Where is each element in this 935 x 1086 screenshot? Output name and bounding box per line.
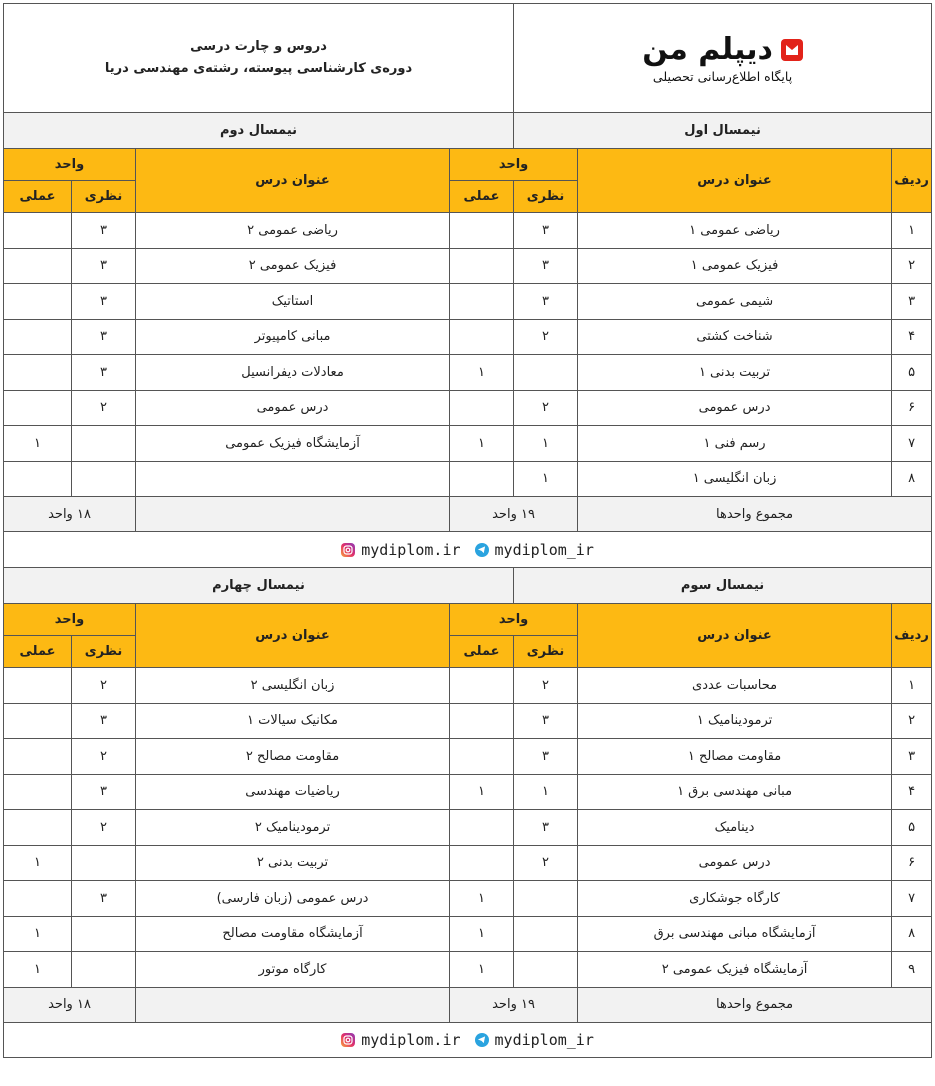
table-row bbox=[4, 426, 932, 462]
theory-units: ۳ bbox=[72, 284, 136, 320]
table-row bbox=[4, 390, 932, 426]
theory-units: ۱ bbox=[514, 461, 578, 497]
theory-units bbox=[514, 355, 578, 391]
total-units-left: ۱۸ واحد bbox=[4, 497, 136, 532]
theory-units: ۲ bbox=[514, 845, 578, 881]
row-index: ۶ bbox=[892, 845, 932, 881]
course-title: تربیت بدنی ۲ bbox=[136, 845, 450, 881]
table-row bbox=[4, 213, 932, 249]
practical-units bbox=[4, 668, 72, 704]
semester-title-right: نیمسال اول bbox=[514, 113, 932, 149]
theory-units: ۳ bbox=[514, 703, 578, 739]
title-cell bbox=[4, 4, 514, 113]
table-row bbox=[4, 916, 932, 952]
table-row bbox=[4, 845, 932, 881]
practical-units bbox=[4, 881, 72, 917]
row-index: ۵ bbox=[892, 810, 932, 846]
col-row-header: ردیف bbox=[892, 149, 932, 213]
row-index: ۱ bbox=[892, 213, 932, 249]
logo-text: دیپلم من bbox=[642, 31, 773, 67]
course-title: آزمایشگاه فیزیک عمومی bbox=[136, 426, 450, 462]
curriculum-table bbox=[3, 3, 932, 1058]
row-index: ۳ bbox=[892, 284, 932, 320]
table-row bbox=[4, 952, 932, 988]
practical-units bbox=[4, 248, 72, 284]
practical-units bbox=[450, 213, 514, 249]
course-title: مبانی مهندسی برق ۱ bbox=[578, 774, 892, 810]
course-title: رسم فنی ۱ bbox=[578, 426, 892, 462]
theory-units: ۳ bbox=[72, 774, 136, 810]
course-title: مقاومت مصالح ۲ bbox=[136, 739, 450, 775]
course-title: معادلات دیفرانسیل bbox=[136, 355, 450, 391]
theory-units: ۳ bbox=[72, 703, 136, 739]
course-title: مبانی کامپیوتر bbox=[136, 319, 450, 355]
telegram-icon bbox=[475, 543, 489, 557]
row-index: ۲ bbox=[892, 703, 932, 739]
table-row bbox=[4, 284, 932, 320]
row-index: ۴ bbox=[892, 319, 932, 355]
practical-units: ۱ bbox=[450, 426, 514, 462]
col-unit-header: واحد bbox=[450, 604, 578, 636]
theory-units bbox=[72, 426, 136, 462]
table-row bbox=[4, 881, 932, 917]
theory-units bbox=[72, 845, 136, 881]
theory-units: ۲ bbox=[72, 390, 136, 426]
practical-units: ۱ bbox=[450, 355, 514, 391]
total-units-label: مجموع واحدها bbox=[578, 497, 932, 532]
col-unit-header: واحد bbox=[4, 604, 136, 636]
course-title: تربیت بدنی ۱ bbox=[578, 355, 892, 391]
practical-units bbox=[450, 284, 514, 320]
course-title: مکانیک سیالات ۱ bbox=[136, 703, 450, 739]
course-title: درس عمومی bbox=[578, 390, 892, 426]
practical-units bbox=[4, 284, 72, 320]
table-row bbox=[4, 355, 932, 391]
page-title: دروس و چارت درسی bbox=[190, 39, 327, 54]
theory-units: ۳ bbox=[72, 319, 136, 355]
row-index: ۸ bbox=[892, 916, 932, 952]
theory-units: ۳ bbox=[514, 248, 578, 284]
row-index: ۷ bbox=[892, 426, 932, 462]
course-title: شناخت کشتی bbox=[578, 319, 892, 355]
practical-units bbox=[450, 248, 514, 284]
course-title: مقاومت مصالح ۱ bbox=[578, 739, 892, 775]
theory-units: ۲ bbox=[72, 810, 136, 846]
theory-units bbox=[72, 461, 136, 497]
col-practical-header: عملی bbox=[4, 181, 72, 213]
practical-units: ۱ bbox=[4, 426, 72, 462]
col-course-title-header: عنوان درس bbox=[578, 149, 892, 213]
table-row bbox=[4, 461, 932, 497]
row-index: ۲ bbox=[892, 248, 932, 284]
col-practical-header: عملی bbox=[4, 636, 72, 668]
practical-units bbox=[4, 390, 72, 426]
theory-units: ۳ bbox=[514, 739, 578, 775]
row-index: ۶ bbox=[892, 390, 932, 426]
theory-units: ۳ bbox=[72, 881, 136, 917]
practical-units bbox=[4, 461, 72, 497]
row-index: ۹ bbox=[892, 952, 932, 988]
table-row bbox=[4, 774, 932, 810]
telegram-handle: mydiplom_ir bbox=[494, 1030, 594, 1049]
table-row bbox=[4, 319, 932, 355]
theory-units: ۳ bbox=[514, 810, 578, 846]
practical-units bbox=[4, 213, 72, 249]
total-units-right: ۱۹ واحد bbox=[450, 497, 578, 532]
practical-units bbox=[4, 355, 72, 391]
theory-units bbox=[514, 916, 578, 952]
course-title: ترمودینامیک ۲ bbox=[136, 810, 450, 846]
course-title: شیمی عمومی bbox=[578, 284, 892, 320]
course-title: ترمودینامیک ۱ bbox=[578, 703, 892, 739]
table-row bbox=[4, 248, 932, 284]
course-title: کارگاه موتور bbox=[136, 952, 450, 988]
practical-units: ۱ bbox=[4, 845, 72, 881]
course-title: زبان انگلیسی ۱ bbox=[578, 461, 892, 497]
total-spacer bbox=[136, 987, 450, 1022]
course-title bbox=[136, 461, 450, 497]
course-title: زبان انگلیسی ۲ bbox=[136, 668, 450, 704]
course-title: دینامیک bbox=[578, 810, 892, 846]
theory-units bbox=[72, 952, 136, 988]
row-index: ۴ bbox=[892, 774, 932, 810]
instagram-handle: mydiplom.ir bbox=[361, 1030, 461, 1049]
theory-units: ۳ bbox=[72, 248, 136, 284]
logo-mark-icon bbox=[781, 39, 803, 61]
instagram-link[interactable] bbox=[341, 1031, 460, 1049]
practical-units: ۱ bbox=[450, 881, 514, 917]
course-title: محاسبات عددی bbox=[578, 668, 892, 704]
col-course-title-header: عنوان درس bbox=[136, 149, 450, 213]
course-title: درس عمومی (زبان فارسی) bbox=[136, 881, 450, 917]
theory-units bbox=[514, 952, 578, 988]
course-title: ریاضیات مهندسی bbox=[136, 774, 450, 810]
social-links bbox=[4, 532, 932, 568]
social-links bbox=[4, 1022, 932, 1057]
row-index: ۷ bbox=[892, 881, 932, 917]
theory-units: ۱ bbox=[514, 426, 578, 462]
telegram-link[interactable] bbox=[475, 1031, 594, 1049]
practical-units bbox=[450, 703, 514, 739]
theory-units: ۲ bbox=[72, 739, 136, 775]
row-index: ۵ bbox=[892, 355, 932, 391]
practical-units bbox=[450, 319, 514, 355]
course-title: کارگاه جوشکاری bbox=[578, 881, 892, 917]
logo-cell bbox=[514, 4, 932, 113]
theory-units: ۳ bbox=[72, 355, 136, 391]
logo-subtitle: پایگاه اطلاع‌رسانی تحصیلی bbox=[652, 68, 793, 84]
course-title: آزمایشگاه مقاومت مصالح bbox=[136, 916, 450, 952]
practical-units bbox=[450, 668, 514, 704]
practical-units: ۱ bbox=[450, 916, 514, 952]
semester-title-right: نیمسال سوم bbox=[514, 568, 932, 604]
course-title: استاتیک bbox=[136, 284, 450, 320]
practical-units: ۱ bbox=[4, 916, 72, 952]
row-index: ۳ bbox=[892, 739, 932, 775]
practical-units bbox=[4, 810, 72, 846]
practical-units bbox=[450, 739, 514, 775]
theory-units: ۲ bbox=[514, 390, 578, 426]
instagram-handle: mydiplom.ir bbox=[361, 540, 461, 559]
instagram-link[interactable] bbox=[341, 541, 460, 559]
course-title: درس عمومی bbox=[578, 845, 892, 881]
course-title: فیزیک عمومی ۱ bbox=[578, 248, 892, 284]
practical-units bbox=[450, 845, 514, 881]
practical-units bbox=[450, 461, 514, 497]
theory-units: ۲ bbox=[72, 668, 136, 704]
practical-units bbox=[4, 703, 72, 739]
col-practical-header: عملی bbox=[450, 181, 514, 213]
course-title: ریاضی عمومی ۲ bbox=[136, 213, 450, 249]
row-index: ۸ bbox=[892, 461, 932, 497]
table-row bbox=[4, 668, 932, 704]
practical-units: ۱ bbox=[450, 774, 514, 810]
practical-units bbox=[4, 319, 72, 355]
practical-units: ۱ bbox=[4, 952, 72, 988]
total-spacer bbox=[136, 497, 450, 532]
total-units-left: ۱۸ واحد bbox=[4, 987, 136, 1022]
theory-units: ۳ bbox=[514, 284, 578, 320]
theory-units: ۱ bbox=[514, 774, 578, 810]
col-theory-header: نظری bbox=[514, 181, 578, 213]
practical-units bbox=[450, 810, 514, 846]
col-theory-header: نظری bbox=[514, 636, 578, 668]
practical-units bbox=[4, 739, 72, 775]
telegram-link[interactable] bbox=[475, 541, 594, 559]
theory-units: ۳ bbox=[72, 213, 136, 249]
telegram-icon bbox=[475, 1033, 489, 1047]
theory-units bbox=[72, 916, 136, 952]
instagram-icon bbox=[341, 543, 355, 557]
theory-units: ۲ bbox=[514, 319, 578, 355]
theory-units bbox=[514, 881, 578, 917]
table-row bbox=[4, 810, 932, 846]
total-units-label: مجموع واحدها bbox=[578, 987, 932, 1022]
instagram-icon bbox=[341, 1033, 355, 1047]
theory-units: ۳ bbox=[514, 213, 578, 249]
col-unit-header: واحد bbox=[450, 149, 578, 181]
course-title: درس عمومی bbox=[136, 390, 450, 426]
semester-title-left: نیمسال چهارم bbox=[4, 568, 514, 604]
practical-units bbox=[450, 390, 514, 426]
col-row-header: ردیف bbox=[892, 604, 932, 668]
course-title: فیزیک عمومی ۲ bbox=[136, 248, 450, 284]
col-course-title-header: عنوان درس bbox=[136, 604, 450, 668]
telegram-handle: mydiplom_ir bbox=[494, 540, 594, 559]
practical-units: ۱ bbox=[450, 952, 514, 988]
practical-units bbox=[4, 774, 72, 810]
col-course-title-header: عنوان درس bbox=[578, 604, 892, 668]
semester-title-left: نیمسال دوم bbox=[4, 113, 514, 149]
col-practical-header: عملی bbox=[450, 636, 514, 668]
table-row bbox=[4, 739, 932, 775]
col-theory-header: نظری bbox=[72, 636, 136, 668]
col-unit-header: واحد bbox=[4, 149, 136, 181]
course-title: ریاضی عمومی ۱ bbox=[578, 213, 892, 249]
col-theory-header: نظری bbox=[72, 181, 136, 213]
total-units-right: ۱۹ واحد bbox=[450, 987, 578, 1022]
course-title: آزمایشگاه مبانی مهندسی برق bbox=[578, 916, 892, 952]
row-index: ۱ bbox=[892, 668, 932, 704]
table-row bbox=[4, 703, 932, 739]
theory-units: ۲ bbox=[514, 668, 578, 704]
course-title: آزمایشگاه فیزیک عمومی ۲ bbox=[578, 952, 892, 988]
page-subtitle: دوره‌ی کارشناسی پیوسته، رشته‌ی مهندسی دریا bbox=[104, 61, 413, 76]
